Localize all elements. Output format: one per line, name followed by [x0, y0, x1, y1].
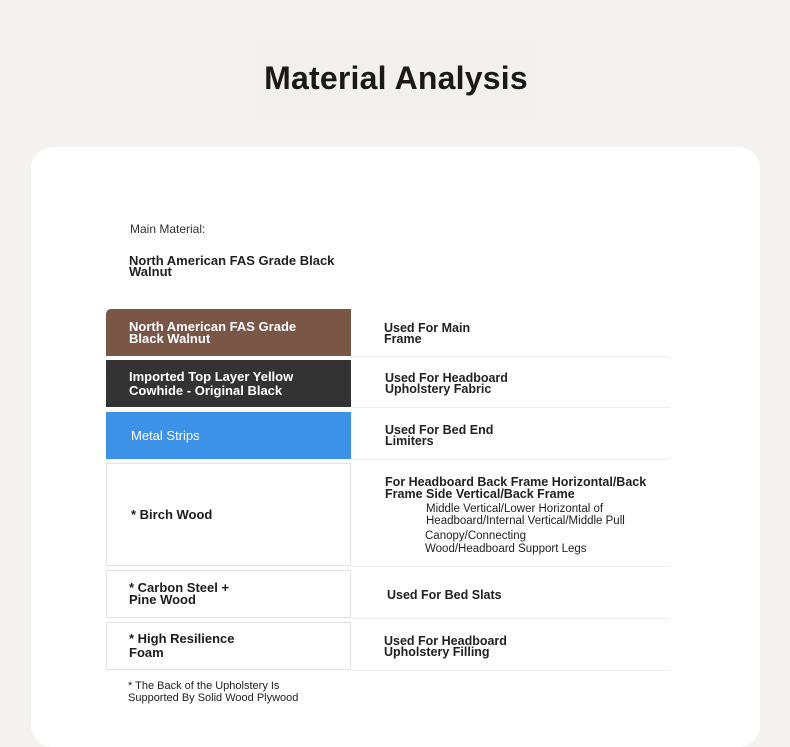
- row-divider: [352, 356, 670, 357]
- material-usage-birch-wood-cont: Middle Vertical/Lower Horizontal of Headboard/Internal Vertical/Middle Pull: [426, 503, 625, 527]
- material-swatch-metal-strips: [106, 412, 351, 459]
- material-swatch-foam: [106, 622, 351, 670]
- row-divider: [352, 566, 670, 567]
- material-swatch-carbon-steel: [106, 570, 351, 618]
- material-name-walnut: North American FAS Grade Black Walnut: [129, 318, 297, 346]
- footnote: * The Back of the Upholstery Is Supported By Solid Wood Plywood: [128, 680, 299, 704]
- row-divider: [352, 407, 670, 408]
- material-name-birch-wood: * Birch Wood: [131, 506, 213, 522]
- material-swatch-cowhide: [106, 360, 351, 407]
- row-divider: [352, 670, 670, 671]
- page-title: Material Analysis: [256, 38, 536, 118]
- material-name-cowhide: Imported Top Layer Yellow Cowhide - Original Black: [129, 368, 294, 398]
- main-material-label: Main Material:: [130, 222, 206, 236]
- material-swatch-walnut: [106, 309, 351, 356]
- row-divider: [352, 459, 670, 460]
- material-usage-metal-strips: Used For Bed End Limiters: [385, 423, 494, 448]
- material-swatch-birch-wood: [106, 463, 351, 566]
- material-usage-carbon-steel: Used For Bed Slats: [387, 588, 502, 602]
- main-material-value: North American FAS Grade Black Walnut: [129, 253, 335, 279]
- material-name-foam: * High Resilience Foam: [129, 631, 235, 660]
- material-name-metal-strips: Metal Strips: [131, 427, 200, 443]
- material-usage-foam: Used For Headboard Upholstery Filling: [384, 634, 507, 659]
- material-usage-cowhide: Used For Headboard Upholstery Fabric: [385, 371, 508, 396]
- material-usage-walnut: Used For Main Frame: [384, 321, 471, 346]
- material-name-carbon-steel: * Carbon Steel + Pine Wood: [129, 580, 230, 607]
- material-usage-birch-wood-cont-2: Canopy/Connecting Wood/Headboard Support Legs: [425, 530, 587, 555]
- material-usage-birch-wood: For Headboard Back Frame Horizontal/Back Frame Side Vertical/Back Frame: [385, 475, 647, 501]
- row-divider: [352, 618, 670, 619]
